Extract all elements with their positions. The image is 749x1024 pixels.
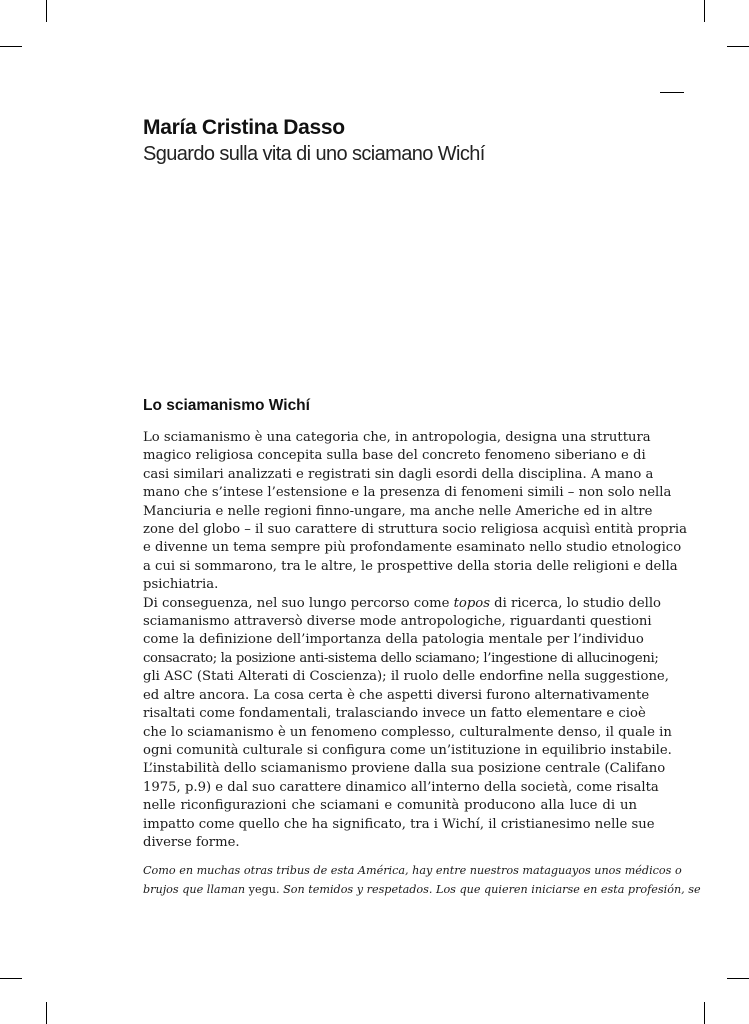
paragraph-2-line: risaltati come fondamentali, tralasciando invece un fatto elementare e cioè (143, 706, 646, 722)
crop-mark-right-top (727, 46, 749, 47)
paragraph-2-line: ogni comunità culturale si configura come un’istituzione in equilibrio instabile. (143, 742, 672, 758)
quote-text: . Son temidos y respetados. Los que quieren iniciarse en esta profesión, se (275, 883, 701, 896)
paragraph-2-line: gli ASC (Stati Alterati di Coscienza); il ruolo delle endorfine nella suggestione, (143, 669, 669, 685)
paragraph-1-line: mano che s’intese l’estensione e la presenza di fenomeni simili – non solo nella (143, 485, 672, 501)
paragraph-2-line: L’instabilità dello sciamanismo proviene dalla sua posizione centrale (Califano (143, 761, 666, 777)
paragraph-2-line: sciamanismo attraversò diverse mode antropologiche, riguardanti questioni (143, 614, 652, 630)
block-quote (143, 861, 701, 899)
paragraph-1-line: a cui si sommarono, tra le altre, le prospettive della storia delle religioni e della (143, 558, 678, 574)
paragraph-2 (143, 595, 672, 853)
crop-mark-left-bottom (0, 978, 22, 979)
quote-line: Como en muchas otras tribus de esta América, hay entre nuestros mataguayos unos médicos o (143, 864, 682, 877)
quote-roman-term: yegu (248, 883, 276, 896)
chapter-title: Sguardo sulla vita di uno sciamano Wichí (143, 143, 485, 165)
paragraph-2-text: di ricerca, lo studio dello (489, 595, 661, 611)
paragraph-1-line: e divenne un tema sempre più profondamente esaminato nello studio etnologico (143, 540, 682, 556)
paragraph-2-first-line (143, 595, 661, 613)
paragraph-1-line: psichiatria. (143, 577, 219, 593)
crop-mark-top-left (46, 0, 47, 22)
header-rule (660, 92, 684, 93)
paragraph-2-line: diverse forme. (143, 834, 240, 850)
paragraph-1-line: zone del globo – il suo carattere di struttura socio religiosa acquisì entità propria (143, 522, 687, 538)
paragraph-2-line: nelle riconfigurazioni che sciamani e comunità producono alla luce di un (143, 798, 637, 814)
paragraph-2-line: ed altre ancora. La cosa certa è che aspetti diversi furono alternativamente (143, 687, 650, 703)
paragraph-2-line: che lo sciamanismo è un fenomeno complesso, culturalmente denso, il quale in (143, 724, 672, 740)
paragraph-1-line: Lo sciamanismo è una categoria che, in antropologia, designa una struttura (143, 430, 651, 445)
chapter-author: María Cristina Dasso (143, 116, 345, 139)
quote-line (143, 880, 701, 899)
paragraph-1-line: casi similari analizzati e registrati sin dagli esordi della disciplina. A mano a (143, 466, 654, 482)
body-text (143, 429, 687, 852)
paragraph-2-line: 1975, p.9) e dal suo carattere dinamico all’interno della società, come risalta (143, 779, 659, 795)
crop-mark-bottom-right (704, 1002, 705, 1024)
paragraph-2-line: impatto come quello che ha significato, tra i Wichí, il cristianesimo nelle sue (143, 816, 655, 832)
paragraph-2-line: consacrato; la posizione anti-sistema dello sciamano; l’ingestione di allucinogeni; (143, 650, 659, 666)
crop-mark-bottom-left (46, 1002, 47, 1024)
crop-mark-left-top (0, 46, 22, 47)
italic-term: topos (453, 595, 490, 611)
paragraph-2-line: come la definizione dell’importanza della patologia mentale per l’individuo (143, 632, 644, 648)
paragraph-1 (143, 429, 687, 595)
paragraph-1-line: magico religiosa concepita sulla base del concreto fenomeno siberiano e di (143, 448, 646, 464)
paragraph-1-line: Manciuria e nelle regioni finno-ungare, ma anche nelle Americhe ed in altre (143, 503, 653, 519)
crop-mark-right-bottom (727, 978, 749, 979)
section-heading: Lo sciamanismo Wichí (143, 397, 310, 414)
paragraph-2-text: Di conseguenza, nel suo lungo percorso come (143, 595, 454, 611)
quote-text: brujos que llaman (143, 883, 249, 896)
crop-mark-top-right (704, 0, 705, 22)
